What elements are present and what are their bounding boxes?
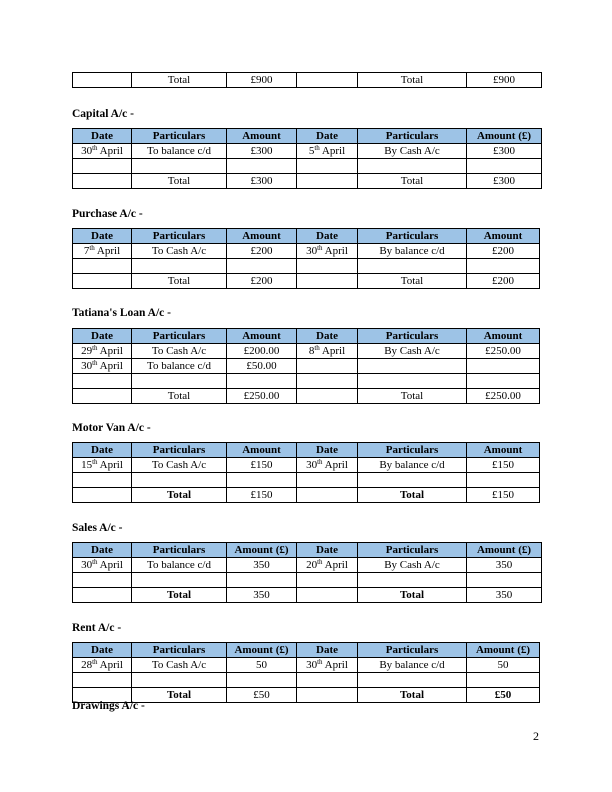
total-row — [73, 588, 542, 603]
cell: £300 — [467, 174, 542, 189]
cell: To Cash A/c — [132, 244, 227, 259]
column-header: Amount (£) — [467, 543, 542, 558]
cell — [297, 359, 358, 374]
cell — [73, 274, 132, 289]
cell: Total — [132, 274, 227, 289]
cell: £200 — [227, 244, 297, 259]
column-header: Date — [73, 329, 132, 344]
cell: 30th April — [73, 558, 132, 573]
table-row — [73, 359, 540, 374]
section-heading: Sales A/c - — [72, 522, 123, 534]
table-row — [73, 144, 542, 159]
ordinal-suffix: th — [92, 143, 98, 152]
table-row — [73, 473, 540, 488]
ordinal-suffix: th — [92, 358, 98, 367]
cell: 20th April — [297, 558, 358, 573]
cell — [297, 389, 358, 404]
cell: By Cash A/c — [358, 344, 467, 359]
cell: 50 — [227, 658, 297, 673]
cell — [132, 673, 227, 688]
section-heading: Motor Van A/c - — [72, 422, 151, 434]
cell: 30th April — [297, 658, 358, 673]
cell: £200 — [467, 244, 540, 259]
ordinal-suffix: th — [317, 243, 323, 252]
cell: 30th April — [297, 244, 358, 259]
cell — [358, 573, 467, 588]
ordinal-suffix: th — [92, 657, 98, 666]
cell — [297, 174, 358, 189]
cell: Total — [132, 174, 227, 189]
cell: 28th April — [73, 658, 132, 673]
cell: By Cash A/c — [358, 558, 467, 573]
cell — [358, 473, 467, 488]
cell: To balance c/d — [132, 144, 227, 159]
cell — [227, 573, 297, 588]
cell — [73, 174, 132, 189]
column-header: Amount — [227, 129, 297, 144]
cell — [467, 159, 542, 174]
cell — [73, 73, 132, 88]
column-header: Date — [73, 643, 132, 658]
cell: 350 — [227, 588, 297, 603]
cell: £300 — [467, 144, 542, 159]
cell: Total — [358, 174, 467, 189]
cell: £150 — [467, 488, 540, 503]
cell — [358, 673, 467, 688]
cell — [467, 673, 540, 688]
drawings-heading: Drawings A/c - — [72, 700, 145, 712]
cell: Total — [132, 73, 227, 88]
table-row — [73, 259, 540, 274]
cell: £300 — [227, 144, 297, 159]
cell: 15th April — [73, 458, 132, 473]
column-header: Amount — [227, 329, 297, 344]
column-header: Date — [297, 229, 358, 244]
cell — [358, 159, 467, 174]
column-header: Date — [297, 329, 358, 344]
ordinal-suffix: th — [92, 343, 98, 352]
cell: 350 — [467, 558, 542, 573]
column-header: Amount — [467, 229, 540, 244]
cell — [132, 374, 227, 389]
table-row — [73, 244, 540, 259]
total-row — [73, 488, 540, 503]
column-header: Amount — [467, 443, 540, 458]
column-header: Date — [297, 129, 358, 144]
column-header: Date — [73, 543, 132, 558]
column-header: Particulars — [358, 129, 467, 144]
cell — [227, 473, 297, 488]
cell — [73, 588, 132, 603]
cell — [467, 259, 540, 274]
column-header: Date — [297, 543, 358, 558]
cell — [73, 389, 132, 404]
column-header: Date — [73, 443, 132, 458]
column-header: Particulars — [132, 229, 227, 244]
ordinal-suffix: th — [317, 557, 323, 566]
header-row — [73, 543, 542, 558]
section-heading: Tatiana's Loan A/c - — [72, 307, 171, 319]
cell — [358, 259, 467, 274]
ordinal-suffix: th — [317, 457, 323, 466]
column-header: Date — [297, 443, 358, 458]
cell: Total — [132, 488, 227, 503]
cell — [297, 274, 358, 289]
cell — [227, 159, 297, 174]
tatianas-loan-account-table — [72, 328, 540, 404]
column-header: Amount — [227, 443, 297, 458]
cell — [73, 259, 132, 274]
cell — [358, 374, 467, 389]
header-row — [73, 643, 540, 658]
table-row — [73, 658, 540, 673]
cell: £200 — [467, 274, 540, 289]
column-header: Amount (£) — [467, 129, 542, 144]
header-row — [73, 329, 540, 344]
cell: £250.00 — [467, 389, 540, 404]
table-row — [73, 344, 540, 359]
section-heading: Purchase A/c - — [72, 208, 143, 220]
cell — [297, 588, 358, 603]
cell: £250.00 — [467, 344, 540, 359]
cell — [297, 159, 358, 174]
column-header: Particulars — [358, 229, 467, 244]
table-row — [73, 673, 540, 688]
ledger-table — [72, 442, 540, 503]
cell: £900 — [227, 73, 297, 88]
cell: 8th April — [297, 344, 358, 359]
column-header: Particulars — [132, 329, 227, 344]
cell — [467, 359, 540, 374]
cell: £200 — [227, 274, 297, 289]
cell — [73, 673, 132, 688]
cell: By Cash A/c — [358, 144, 467, 159]
cell — [297, 688, 358, 703]
cell — [358, 359, 467, 374]
total-row — [73, 174, 542, 189]
column-header: Particulars — [358, 543, 467, 558]
cell: To balance c/d — [132, 558, 227, 573]
cell — [227, 259, 297, 274]
header-row — [73, 129, 542, 144]
cell: 30th April — [73, 359, 132, 374]
cell — [297, 573, 358, 588]
cell: To Cash A/c — [132, 344, 227, 359]
column-header: Particulars — [358, 643, 467, 658]
cell: £150 — [467, 458, 540, 473]
cell — [73, 159, 132, 174]
ordinal-suffix: th — [92, 557, 98, 566]
ledger-table — [72, 328, 540, 404]
cell: £50.00 — [227, 359, 297, 374]
ordinal-suffix: th — [314, 343, 320, 352]
motor-van-account-table — [72, 442, 540, 503]
cell: Total — [358, 688, 467, 703]
total-row — [73, 274, 540, 289]
cell — [297, 488, 358, 503]
cell: £150 — [227, 458, 297, 473]
column-header: Particulars — [358, 329, 467, 344]
table-row — [73, 558, 542, 573]
cell: Total — [358, 73, 467, 88]
total-row — [73, 389, 540, 404]
table-row — [73, 573, 542, 588]
cell: To balance c/d — [132, 359, 227, 374]
cell: Total — [358, 389, 467, 404]
cell — [297, 73, 358, 88]
cell: 7th April — [73, 244, 132, 259]
column-header: Amount (£) — [227, 643, 297, 658]
cell: By balance c/d — [358, 658, 467, 673]
cell — [132, 259, 227, 274]
column-header: Particulars — [358, 443, 467, 458]
cell — [73, 374, 132, 389]
page-number: 2 — [533, 729, 539, 743]
cell: 5th April — [297, 144, 358, 159]
cell: 350 — [467, 588, 542, 603]
cell — [227, 374, 297, 389]
ledger-table — [72, 228, 540, 289]
column-header: Amount (£) — [227, 543, 297, 558]
cell: By balance c/d — [358, 458, 467, 473]
cell: £300 — [227, 174, 297, 189]
column-header: Particulars — [132, 129, 227, 144]
ledger-table — [72, 128, 542, 189]
table-row — [73, 458, 540, 473]
cell: To Cash A/c — [132, 458, 227, 473]
cell: To Cash A/c — [132, 658, 227, 673]
cell: Total — [132, 588, 227, 603]
cell — [467, 374, 540, 389]
column-header: Amount (£) — [467, 643, 540, 658]
column-header: Date — [73, 229, 132, 244]
header-row — [73, 229, 540, 244]
column-header: Date — [297, 643, 358, 658]
previous-ledger-table — [72, 72, 542, 88]
cell — [132, 473, 227, 488]
cell: 30th April — [297, 458, 358, 473]
cell — [73, 488, 132, 503]
rent-account-table — [72, 642, 540, 703]
header-row — [73, 443, 540, 458]
cell: £250.00 — [227, 389, 297, 404]
cell — [297, 673, 358, 688]
cell — [297, 259, 358, 274]
cell — [227, 673, 297, 688]
purchase-account-table — [72, 228, 540, 289]
column-header: Particulars — [132, 643, 227, 658]
cell: By balance c/d — [358, 244, 467, 259]
cell — [73, 573, 132, 588]
cell: £900 — [467, 73, 542, 88]
column-header: Particulars — [132, 443, 227, 458]
cell: £200.00 — [227, 344, 297, 359]
table-row — [73, 159, 542, 174]
ordinal-suffix: th — [314, 143, 320, 152]
cell — [132, 573, 227, 588]
section-heading: Capital A/c - — [72, 108, 134, 120]
cell: Total — [358, 274, 467, 289]
column-header: Amount — [227, 229, 297, 244]
cell: 30th April — [73, 144, 132, 159]
cell — [297, 473, 358, 488]
cell: 50 — [467, 658, 540, 673]
cell: Total — [132, 688, 227, 703]
cell: £50 — [467, 688, 540, 703]
cell: £150 — [227, 488, 297, 503]
ordinal-suffix: th — [317, 657, 323, 666]
cell: Total — [358, 588, 467, 603]
cell: Total — [132, 389, 227, 404]
previous-table-total — [72, 72, 542, 88]
cell: 29th April — [73, 344, 132, 359]
ledger-table — [72, 642, 540, 703]
total-row — [73, 73, 542, 88]
cell: £50 — [227, 688, 297, 703]
column-header: Date — [73, 129, 132, 144]
sales-account-table — [72, 542, 542, 603]
ordinal-suffix: th — [92, 457, 98, 466]
cell — [297, 374, 358, 389]
column-header: Particulars — [132, 543, 227, 558]
column-header: Amount — [467, 329, 540, 344]
cell — [467, 573, 542, 588]
cell — [467, 473, 540, 488]
section-heading: Rent A/c - — [72, 622, 122, 634]
capital-account-table — [72, 128, 542, 189]
cell: Total — [358, 488, 467, 503]
table-row — [73, 374, 540, 389]
ledger-table — [72, 542, 542, 603]
cell — [73, 473, 132, 488]
cell — [132, 159, 227, 174]
cell: 350 — [227, 558, 297, 573]
ordinal-suffix: th — [89, 243, 95, 252]
